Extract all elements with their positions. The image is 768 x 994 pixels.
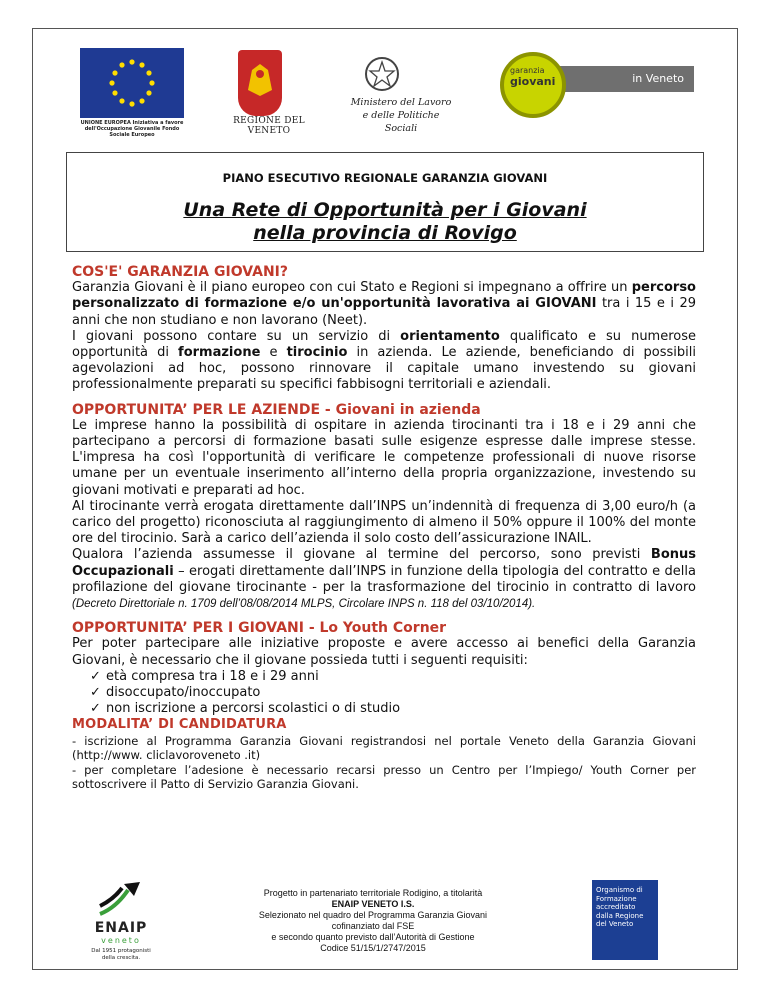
enaip-logo	[84, 878, 158, 966]
ministero-line1: Ministero del Lavoro	[350, 97, 452, 108]
ministero-caption	[346, 96, 456, 135]
section-heading-candidatura: MODALITA’ DI CANDIDATURA	[72, 717, 287, 733]
s2-p3-b: Bonus Occupazionali	[72, 547, 696, 579]
s1-p2-f: tirocinio	[286, 345, 348, 361]
regione-veneto-logo	[238, 50, 282, 116]
lion-icon	[244, 60, 276, 98]
gg-text1: garanzia	[510, 66, 545, 75]
enaip-name: ENAIP	[94, 920, 148, 936]
footer-line5: e secondo quanto previsto dall’Autorità di Gestione	[271, 932, 475, 942]
s1-p2-b: orientamento	[400, 328, 500, 344]
list-item: ✓ età compresa tra i 18 e i 29 anni	[106, 669, 696, 685]
ministero-line2: e delle Politiche Sociali	[362, 110, 440, 134]
s1-p2-a: I giovani possono contare su un servizio di	[72, 328, 401, 344]
s2-paragraph2: Al tirocinante verrà erogata direttamente dall’INPS un’indennità di frequenza di 3,00 euro/h (a carico del progetto) riconosciuta al raggiungimento di almeno il 50% oppure il 100% del monte ore del tirocinio. Sarà a carico dell’azienda il solo costo dell’assicurazione INAIL.	[72, 498, 696, 547]
gg-text2: giovani	[510, 75, 556, 88]
footer-line6: Codice 51/15/1/2747/2015	[320, 943, 426, 953]
footer-line1: Progetto in partenariato territoriale Rodigino, a titolarità	[263, 888, 483, 898]
footer-line4: cofinanziato dal FSE	[331, 921, 415, 931]
s1-paragraph1	[72, 280, 696, 329]
gg-band-text: in Veneto	[632, 72, 684, 85]
eu-stars-icon	[80, 48, 184, 118]
eu-flag-logo	[80, 48, 184, 118]
italian-emblem-icon	[362, 54, 402, 94]
s1-p2-g: in azienda. Le aziende, beneficiando di possibili agevolazioni ad hoc, possono rinnovare il capitale umano investendo su giovani professionalmente preparati su specifici fabbisogni territoriali e aziendali.	[72, 345, 697, 393]
s2-p3-d: (Decreto Direttoriale n. 1709 dell’08/08/2014 MLPS, Circolare INPS n. 118 del 03/10/2014).	[72, 598, 536, 611]
s2-paragraph1: Le imprese hanno la possibilità di ospitare in azienda tirocinanti tra i 18 e i 29 anni che partecipano a percorsi di formazione basati sulle esigenze espresse dalle imprese stesse. L'impresa ha così l'opportunità di verificare le competenze professionali di nuove risorse umane per un eventuale inserimento all’interno della propria organizzazione, investendo su giovani motivati e preparati ad hoc.	[72, 417, 696, 498]
s1-p1-b: percorso personalizzato di formazione e/o un'opportunità lavorativa ai GIOVANI	[72, 280, 696, 312]
footer-text	[228, 888, 518, 954]
s3-paragraph1: Per poter partecipare alle iniziative proposte e avere accesso ai benefici della Garanzia Giovani, è necessario che il giovane possieda tutti i seguenti requisiti:	[72, 636, 696, 668]
garanzia-giovani-logo	[500, 52, 700, 104]
list-item: ✓ non iscrizione a percorsi scolastici o di studio	[106, 701, 696, 717]
organismo-badge: Organismo di Formazione accreditato dalla Regione del Veneto	[592, 880, 658, 960]
s1-p1-c: tra i 15 e i 29 anni che non studiano e non lavorano (Neet).	[72, 296, 696, 328]
s1-p2-e: e	[260, 345, 287, 361]
enaip-tagline: Dal 1951 protagonisti della crescita.	[91, 948, 151, 961]
title-line2: nella provincia di Rovigo	[253, 222, 517, 244]
candidatura-step2: - per completare l’adesione è necessario recarsi presso un Centro per l’Impiego/ Youth Corner per sottoscrivere il Patto di Servizio Garanzia Giovani.	[72, 762, 696, 792]
main-content	[72, 262, 696, 792]
veneto-caption: REGIONE DEL VENETO	[233, 116, 305, 136]
enaip-sub: veneto	[101, 936, 141, 945]
s1-p1-a: Garanzia Giovani è il piano europeo con cui Stato e Regioni si impegnano a offrire un	[72, 280, 632, 296]
gg-band	[560, 66, 694, 92]
section-heading-giovani: OPPORTUNITA’ PER I GIOVANI - Lo Youth Corner	[72, 620, 447, 637]
section-heading-aziende: OPPORTUNITA’ PER LE AZIENDE - Giovani in azienda	[72, 401, 481, 418]
enaip-arrow-icon	[98, 880, 144, 918]
programme-title: PIANO ESECUTIVO REGIONALE GARANZIA GIOVANI	[222, 171, 548, 185]
s2-paragraph3	[72, 547, 696, 612]
s1-paragraph2	[72, 329, 696, 394]
section-heading-cos-e: COS'E' GARANZIA GIOVANI?	[72, 264, 288, 280]
footer-line3: Selezionato nel quadro del Programma Garanzia Giovani	[258, 910, 488, 920]
title-box	[66, 152, 704, 252]
list-item: ✓ disoccupato/inoccupato	[106, 685, 696, 701]
s1-p2-c: qualificato e su numerose opportunità di	[72, 328, 697, 361]
s1-p2-d: formazione	[178, 345, 261, 361]
header-logos	[70, 48, 710, 138]
page-title	[67, 199, 703, 245]
eu-caption: UNIONE EUROPEA Iniziativa a favore dell'Occupazione Giovanile Fondo Sociale Europeo	[80, 120, 184, 138]
s2-p3-a: Qualora l’azienda assumesse il giovane al termine del percorso, sono previsti	[72, 547, 651, 563]
candidatura-step1: - iscrizione al Programma Garanzia Giovani registrandosi nel portale Veneto della Garanzia Giovani (http://www. cliclavoroveneto .it)	[72, 733, 696, 763]
title-line1: Una Rete di Opportunità per i Giovani	[183, 199, 587, 221]
footer-line2: ENAIP VENETO I.S.	[331, 899, 415, 909]
requirements-list	[72, 669, 696, 718]
s2-p3-c: – erogati direttamente dall’INPS in funzione della tipologia del contratto e della profilazione del giovane tirocinante - per la trasformazione del tirocinio in contratto di lavoro	[72, 563, 696, 595]
